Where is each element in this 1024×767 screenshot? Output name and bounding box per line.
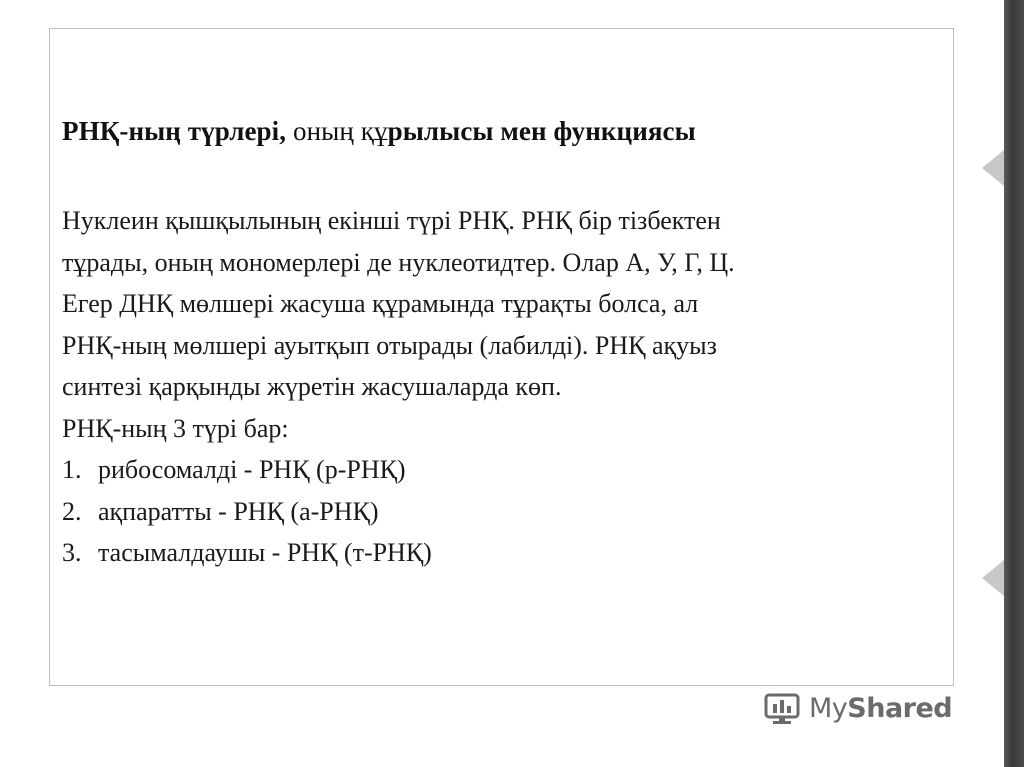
list-number: 1. [62,455,82,484]
paragraph-line: Егер ДНҚ мөлшері жасуша құрамында тұрақты болса, ал [62,289,699,318]
paragraph-line: РНҚ-ның 3 түрі бар: [62,413,289,443]
watermark-brand-shared: Shared [847,692,953,724]
title-bold-part-2: рылысы мен функциясы [387,116,696,146]
paragraph-line: РНҚ-ның мөлшері ауытқып отырады (лабилді). РНҚ ақуыз [62,330,717,360]
list-number: 2. [62,496,82,526]
title-bold-part-1: РНҚ-ның түрлері, [62,116,287,146]
list-number: 3. [62,538,82,567]
watermark-text [809,693,952,724]
myshared-watermark [763,688,952,728]
list-item [62,449,942,491]
slide-title [62,116,696,147]
list-text: ақпаратты - РНҚ (а-РНҚ) [98,496,379,526]
title-normal-part: оның құ [286,116,388,146]
slide-right-edge [1004,0,1024,767]
list-text: рибосомалді - РНҚ (р-РНҚ) [98,455,406,484]
slide-body [62,200,942,574]
paragraph-line: тұрады, оның мономерлері де нуклеотидтер. Олар А, У, Г, Ц. [62,247,735,277]
list-item [62,491,942,533]
watermark-brand-my: My [809,692,848,724]
fold-arrow-icon [982,560,1004,596]
paragraph-line: Нуклеин қышқылының екінші түрі РНҚ. РНҚ бір тізбектен [62,206,721,235]
list-item [62,532,942,574]
fold-decoration [974,0,1004,767]
list-text: тасымалдаушы - РНҚ (т-РНҚ) [98,538,432,567]
myshared-logo-icon [763,689,801,727]
paragraph-line: синтезі қарқынды жүретін жасушаларда көп. [62,372,562,401]
fold-arrow-icon [982,150,1004,186]
